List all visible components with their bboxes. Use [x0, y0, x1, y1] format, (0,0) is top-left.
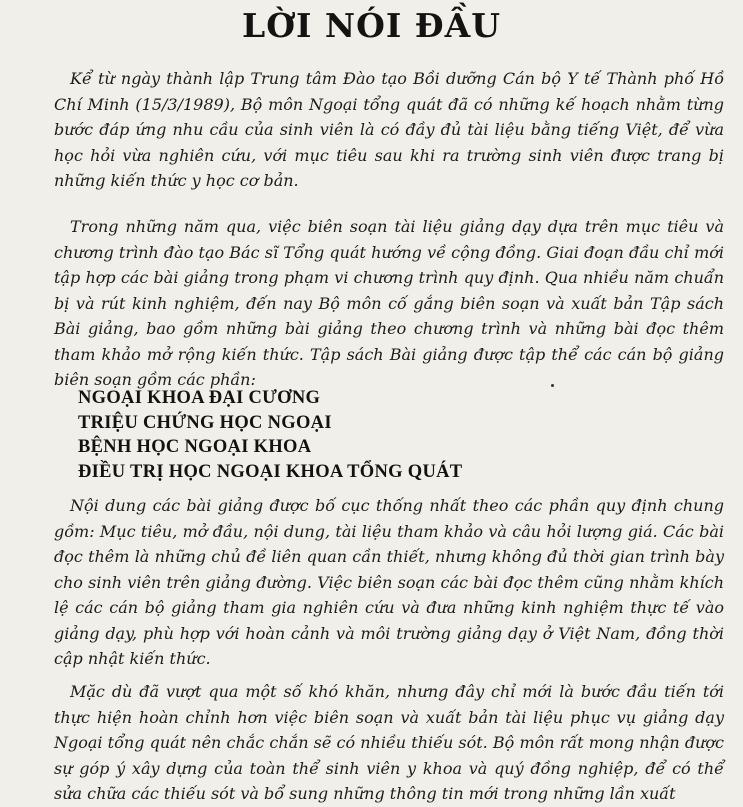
print-speck: [551, 384, 554, 387]
section-item: BỆNH HỌC NGOẠI KHOA: [78, 437, 312, 457]
section-item: ĐIỀU TRỊ HỌC NGOẠI KHOA TỔNG QUÁT: [78, 461, 463, 482]
section-item: NGOẠI KHOA ĐẠI CƯƠNG: [78, 388, 321, 408]
section-item: TRIỆU CHỨNG HỌC NGOẠI: [78, 412, 332, 433]
paragraph-compilation: Trong những năm qua, việc biên soạn tài liệu giảng dạy dựa trên mục tiêu và chương trình đào tạo Bác sĩ Tổng quát hướng về cộng đồng. Giai đoạn đầu chỉ mới tập hợp các bài giảng trong phạm vi chương trình quy định. Qua nhiều năm chuẩn bị và rút kinh nghiệm, đến nay Bộ môn cố gắng biên soạn và xuất bản Tập sách Bài giảng, bao gồm những bài giảng theo chương trình và những bài đọc thêm tham khảo mở rộng kiến thức. Tập sách Bài giảng được tập thể các cán bộ giảng biên soạn gồm các phần:: [54, 217, 724, 389]
paragraph-intro: Kể từ ngày thành lập Trung tâm Đào tạo Bồi dưỡng Cán bộ Y tế Thành phố Hồ Chí Minh (15/3/1989), Bộ môn Ngoại tổng quát đã có những kế hoạch nhằm từng bước đáp ứng nhu cầu của sinh viên là có đầy đủ tài liệu bằng tiếng Việt, để vừa học hỏi vừa nghiên cứu, với mục tiêu sau khi ra trường sinh viên được trang bị những kiến thức y học cơ bản.: [54, 69, 724, 190]
paragraph-closing: Mặc dù đã vượt qua một số khó khăn, nhưng đây chỉ mới là bước đầu tiến tới thực hiện hoàn chỉnh hơn việc biên soạn và xuất bản tài liệu phục vụ giảng dạy Ngoại tổng quát nên chắc chắn sẽ có nhiều thiếu sót. Bộ môn rất mong nhận được sự góp ý xây dựng của toàn thể sinh viên y khoa và quý đồng nghiệp, để có thể sửa chữa các thiếu sót và bổ sung những thông tin mới trong những lần xuất: [54, 682, 724, 803]
paragraph-content: Nội dung các bài giảng được bố cục thống nhất theo các phần quy định chung gồm: Mục tiêu, mở đầu, nội dung, tài liệu tham khảo và câu hỏi lượng giá. Các bài đọc thêm là những chủ đề liên quan cần thiết, nhưng không đủ thời gian trình bày cho sinh viên trên giảng đường. Việc biên soạn các bài đọc thêm cũng nhằm khích lệ các cán bộ giảng tham gia nghiên cứu và đưa những kinh nghiệm thực tế vào giảng dạy, phù hợp với hoàn cảnh và môi trường giảng dạy ở Việt Nam, đồng thời cập nhật kiến thức.: [54, 496, 724, 668]
section-list: [78, 386, 462, 484]
page-title: LỜI NÓI ĐẦU: [242, 6, 501, 45]
